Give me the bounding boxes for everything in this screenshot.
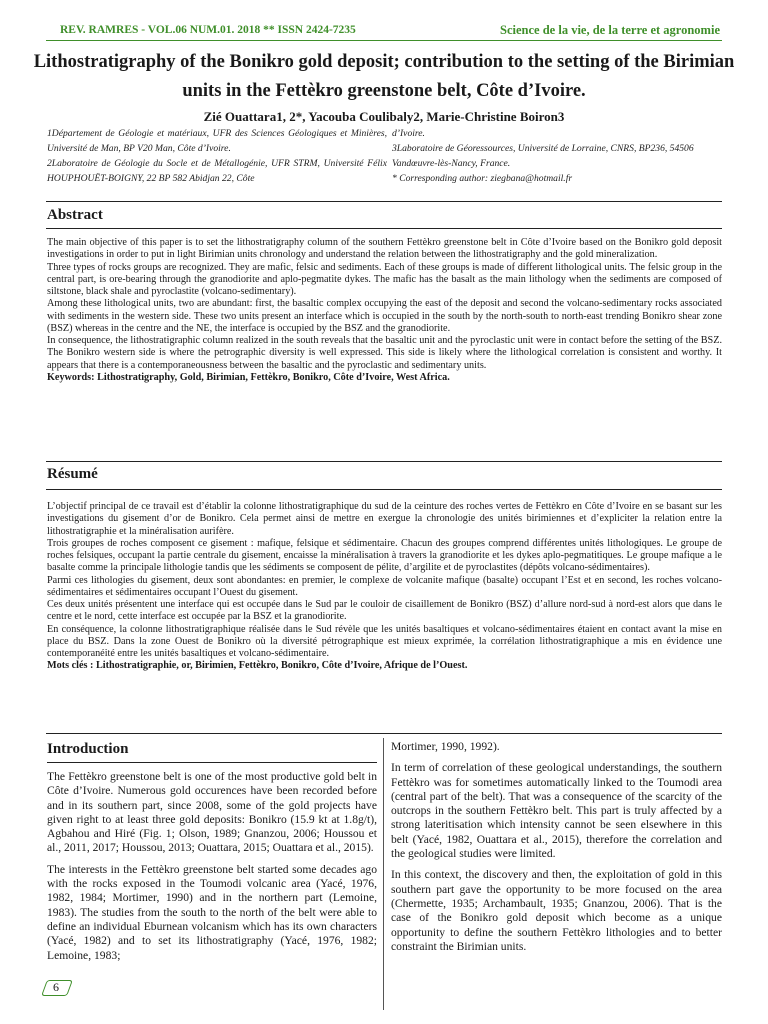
- running-header: [46, 22, 722, 42]
- affiliation-2: 2Laboratoire de Géologie du Socle et de Métallogénie, UFR STRM, Université Félix HOUPHOUËT-BOIGNY, 22 BP 582 Abidjan 22, Côte: [47, 158, 387, 184]
- introduction-left-column: [47, 770, 377, 970]
- divider: [46, 733, 722, 734]
- page-number: [44, 980, 74, 996]
- abstract-heading: Abstract: [47, 207, 103, 223]
- abstract-body: [47, 237, 722, 384]
- divider: [46, 201, 722, 202]
- affiliation-2-cont: d’Ivoire.: [392, 128, 425, 139]
- introduction-right-column: [391, 740, 722, 961]
- resume-paragraph: Parmi ces lithologies du gisement, deux sont abondantes: en premier, le complexe de volcanite mafique (basalte) occupant l’Est et en second, les roches volcano-sédimentaires et sédimentaires occupant l’Ouest du gisement.: [47, 574, 722, 598]
- journal-info: REV. RAMRES - VOL.06 NUM.01. 2018 ** ISSN 2424-7235: [60, 24, 356, 36]
- resume-paragraph: L’objectif principal de ce travail est d’établir la colonne lithostratigraphique du sud de la ceinture des roches vertes de Fettèkro en Côte d’Ivoire en se basant sur les investigations du gisement d’or de Bonikro. Cela permet ainsi de mettre en exergue la chronologie des unités birimiennes et d’expliciter la relation entre la lithostratigraphie et la minéralisation aurifère.: [47, 501, 722, 537]
- abstract-keywords: Keywords: Lithostratigraphy, Gold, Birimian, Fettèkro, Bonikro, Côte d’Ivoire, West Africa.: [47, 371, 450, 383]
- affiliation-3: 3Laboratoire de Géoressources, Université de Lorraine, CNRS, BP236, 54506 Vandœuvre-lès-Nancy, France.: [392, 143, 694, 169]
- divider: [46, 489, 722, 490]
- resume-heading: Résumé: [47, 466, 98, 482]
- resume-body: [47, 501, 722, 673]
- abstract-paragraph: In consequence, the lithostratigraphic column realized in the south reveals that the basaltic unit and the pyroclastic unit were in contact before the setting of the BSZ. The Bonikro western side is where the petrographic diversity is well expressed. This side is likely where the lithological correlation is consistent and worthy. It appears that there is a contemporaneousness between the basaltic and the pyroclastic and sedimentary units.: [47, 335, 722, 371]
- introduction-rule: [47, 762, 377, 763]
- resume-paragraph: En conséquence, la colonne lithostratigraphique réalisée dans le Sud révèle que les unités basaltiques et volcano-sédimentaires étaient en contact avant la mise en place du BSZ. Dans la zone Ouest de Bonikro où la diversité pétrographique est mieux exprimée, la corrélation lithostratigraphique a mis en évidence une contemporanéité entre les unités basaltiques et volcano-sédimentaire.: [47, 623, 722, 659]
- intro-paragraph: The interests in the Fettèkro greenstone belt started some decades ago with the rocks exposed in the Toumodi volcanic area (Yacé, 1976, 1982, 1984; Mortimer, 1990) and in the northern part (Lemoine, 1983). The studies from the south to the north of the belt were able to define an individual Eburnean volcanism which has its own characters (Yacé, 1982) and to set its lithostratigraphy (Yacé, 1976, 1982; Lemoine, 1983;: [47, 862, 377, 962]
- abstract-paragraph: The main objective of this paper is to set the lithostratigraphy column of the southern Fettèkro greenstone belt in Côte d’Ivoire based on the Bonikro gold deposit investigations in order to put in light Birimian units chronology and understand the relation between the lithostratigraphy and the gold mineralization.: [47, 237, 722, 261]
- abstract-paragraph: Among these lithological units, two are abundant: first, the basaltic complex occupying the east of the deposit and second the volcano-sedimentary rocks associated with sediments in the western side. These two units present an interface which is occupied in the south by the north-south to north-east trending Bonikro shear zone (BSZ) whereas in the centre and the NE, the interface is occupied by the BSZ and the granodiorite.: [47, 298, 722, 334]
- abstract-paragraph: Three types of rocks groups are recognized. They are mafic, felsic and sediments. Each of these groups is made of different lithological units. The felsic group in the central part, is ore-bearing through the granodiorite and aplo-pegmatite dykes. The mafic has the basalt as the main lithology when the sediments are composed of siltstone, black shale and pyroclastite (volcano-sedimentary).: [47, 261, 722, 297]
- column-divider: [383, 738, 384, 1010]
- intro-paragraph: The Fettèkro greenstone belt is one of the most productive gold belt in Côte d’Ivoire. Numerous gold occurences have been recorded before and in its southern part, since 2008, some of the gold projects have given right to at least three gold deposits: Bonikro (15.9 kt at 1.8g/t), Agbahou and Hiré (Fig. 1; Olson, 1989; Gnanzou, 2006; Houssou et al., 2011, 2017; Houssou, 2013; Ouattara, 2015; Ouattara et al., 2015).: [47, 770, 377, 855]
- affiliations-right: [392, 126, 722, 186]
- resume-paragraph: Ces deux unités présentent une interface qui est occupée dans le Sud par le couloir de cisaillement de Bonikro (BSZ) d’allure nord-sud à nord-est alors que dans le centre et le nord, cette interface est occupée par la BSZ et la granodiorite.: [47, 599, 722, 623]
- introduction-heading: Introduction: [47, 741, 129, 757]
- resume-keywords: Mots clés : Lithostratigraphie, or, Birimien, Fettèkro, Bonikro, Côte d’Ivoire, Afrique de l’Ouest.: [47, 660, 468, 672]
- paper-title: Lithostratigraphy of the Bonikro gold deposit; contribution to the setting of the Birimian units in the Fettèkro greenstone belt, Côte d’Ivoire.: [33, 52, 735, 101]
- resume-paragraph: Trois groupes de roches composent ce gisement : mafique, felsique et sédimentaire. Chacun des groupes comprend différentes unités lithologiques. Le groupe de roches felsiques, occupant la partie centrale du gisement, encaisse la minéralisation à travers la granodiorite et les dykes aplo-pegmatitiques. Le groupe mafique a le basalte comme la principale lithologie tandis que les sédiments se composent de pélite, d’argilite et de pyroclastites (dépôts volcano-sédimentaires).: [47, 537, 722, 574]
- section-label: Science de la vie, de la terre et agronomie: [500, 23, 720, 37]
- intro-paragraph: Mortimer, 1990, 1992).: [391, 740, 500, 753]
- affiliation-1: 1Département de Géologie et matériaux, UFR des Sciences Géologiques et Minières, Université de Man, BP V20 Man, Côte d’Ivoire.: [47, 128, 387, 154]
- intro-paragraph: In this context, the discovery and then, the exploitation of gold in this southern part gave the opportunity to be more focused on the area (Chermette, 1935; Archambault, 1935; Gnanzou, 2006). That is the case of the Bonikro gold deposit which become as a unique opportunity to define the southern Fettèkro lithologies and to better constraint the Birimian units.: [391, 868, 722, 953]
- corresponding-author: * Corresponding author: ziegbana@hotmail.fr: [392, 173, 573, 184]
- affiliations-left: [47, 126, 387, 186]
- page-number-text: 6: [53, 980, 59, 994]
- intro-paragraph: In term of correlation of these geological understandings, the southern Fettèkro was for sometimes automatically linked to the Toumodi area (central part of the belt). That was a consequence of the scarcity of the outcrops in the southern Fettèkro belt. This part is truly affected by a strong lateritisation which intensity cannot be seen elsewhere in this belt (Yacé, 1982, Ouattara et al., 2015), therefore the correlation and the geological studies were limited.: [391, 761, 722, 861]
- divider: [46, 461, 722, 462]
- header-rule: [46, 40, 722, 41]
- divider: [46, 228, 722, 229]
- authors: Zié Ouattara1, 2*, Yacouba Coulibaly2, Marie-Christine Boiron3: [203, 109, 565, 124]
